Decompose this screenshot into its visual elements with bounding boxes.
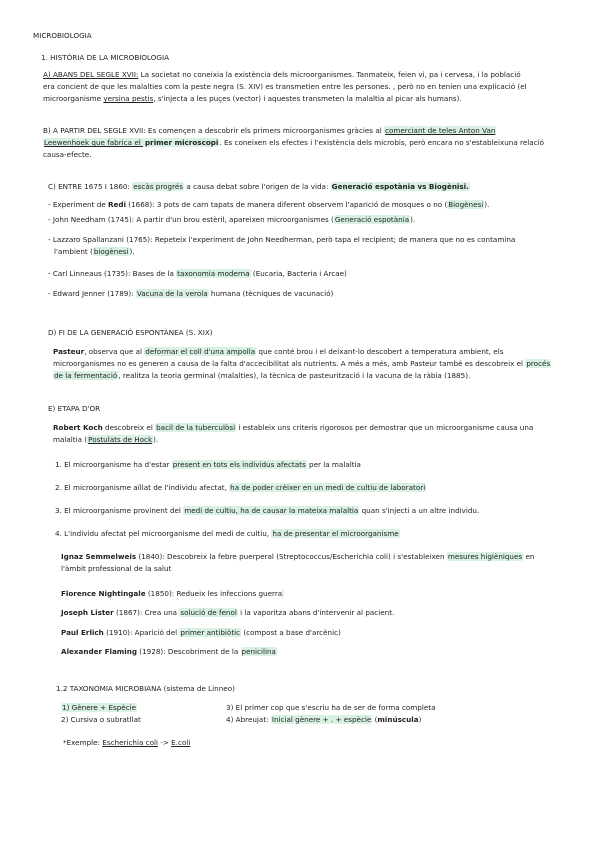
section-d-line-1: Pasteur, observa que al deformar el coll d'una ampolla que conté brou i el deixant-lo descobert a temperatura ambient, els <box>53 347 504 356</box>
rule-3: 3) El primer cop que s'escriu ha de ser de forma completa <box>226 703 436 712</box>
example-line: *Exemple: Escherichia coli -> E.coli <box>63 738 191 747</box>
list-item: - Edward Jenner (1789): Vacuna de la verola humana (tècniques de vacunació) <box>48 289 334 298</box>
list-item: - Lazzaro Spallanzani (1765): Repeteix l'experiment de John Needherman, però tapa el recipient; de manera que no es contamina <box>48 235 516 244</box>
list-item: - John Needham (1745): A partir d'un brou estèril, apareixen microorganismes (Generació espotània). <box>48 215 416 224</box>
rule-2: 2) Cursiva o subratllat <box>61 715 141 724</box>
semmelweis-line-2: l'àmbit professional de la salut <box>61 564 172 573</box>
section-b-line-1: B) A PARTIR DEL SEGLE XVII: Es començen a descobrir els primers microorganismes gràcies al comerciant de teles Anton Van <box>43 126 496 135</box>
section-d-heading: D) FI DE LA GENERACIÓ ESPONTÀNEA (S. XIX) <box>48 328 213 337</box>
leewenhoek-highlight: comerciant de teles Anton Van <box>385 126 496 135</box>
list-item-cont: l'ambient (biogènesi). <box>54 247 135 256</box>
person-item: Joseph Lister (1867): Crea una solució de fenol i la vaporitza abans d'intervenir al pacient. <box>61 608 395 617</box>
section-e-line-1: Robert Koch descobreix el bacil de la tuberculòsi i estableix uns criteris rigorosos per demostrar que un microorganisme causa una <box>53 423 534 432</box>
semmelweis-line-1: Ignaz Semmelweis (1840): Descobreix la febre puerperal (Streptococcus/Escherichia coli) i s'estableixen mesures higièniques en <box>61 552 535 561</box>
section-c-heading: C) ENTRE 1675 I 1860: escàs progrés a causa debat sobre l'origen de la vida: Generació espotània vs Biogènisi. <box>48 182 469 191</box>
person-item: Florence Nightingale (1850): Redueix les infeccions guerra <box>61 589 283 598</box>
postulate-item: 1. El microorganisme ha d'estar present en tots els individus afectats per la malaltia <box>55 460 361 469</box>
document-title: MICROBIOLOGIA <box>33 31 92 40</box>
rule-1: 1) Gènere + Espècie <box>62 703 137 712</box>
section-d-line-2: microorganismes no es generen a causa de la falta d'accecibilitat als nutrients. A més a més, amb Pasteur també es descobreix el procés <box>53 359 551 368</box>
list-item: - Experiment de Redi (1668): 3 pots de carn tapats de manera diferent observem l'aparició de mosques o no (Biogènesi). <box>48 200 490 209</box>
section-a-label: A) ABANS DEL SEGLE XVII: <box>43 70 139 79</box>
section-d-line-3: de la fermentació, realitza la teoria germinal (malalties), la tècnica de pasteurització i la vacuna de la ràbia (1885). <box>54 371 471 380</box>
list-item: - Carl Linneaus (1735): Bases de la taxonomia moderna (Eucaria, Bacteria i Arcae) <box>48 269 347 278</box>
section-a-line-2: era concient de que les malalties com la peste negra (S. XIV) es transmetien entre les persones. , però no en tenien una explicació (el <box>43 82 527 91</box>
primer-microscopi: primer microscopi <box>145 138 219 147</box>
section-2-heading: 1.2 TAXONOMIA MICROBIANA (sistema de Linneo) <box>56 684 235 693</box>
rule-4: 4) Abreujat: Inicial gènere + . + espècie (minúscula) <box>226 715 422 724</box>
section-b-line-3: causa-efecte. <box>43 150 92 159</box>
postulate-item: 3. El microorganisme provinent del medi de cultiu, ha de causar la mateixa malaltia quan s'injecti a un altre individu. <box>55 506 480 515</box>
person-item: Alexander Flaming (1928): Descobriment de la penicilina <box>61 647 276 656</box>
section-a-text: La societat no coneixia la existència dels microorganismes. Tanmateix, feien vi, pa i cervesa, i la població <box>138 70 521 79</box>
section-1-heading: 1. HISTÒRIA DE LA MICROBIOLOGIA <box>41 53 170 62</box>
yersina-pestis: yersina pestis <box>103 94 154 103</box>
section-e-line-2: malaltia (Postulats de Hock). <box>53 435 159 444</box>
section-a-line-3: microorganisme yersina pestis, s'injecta a les puçes (vector) i aquestes transmeten la malaltia al picar als humans). <box>43 94 462 103</box>
section-b-line-2: Leewenhoek que fabrica el primer microscopi. Es coneixen els efectes i l'existència dels microbis, però encara no s'estableixuna relació <box>44 138 544 147</box>
postulate-item: 2. El microorganisme aïllat de l'individu afectat, ha de poder crèixer en un medi de cultiu de laboratori <box>55 483 426 492</box>
postulate-item: 4. L'individu afectat pel microorganisme del medi de cultiu, ha de presentar el microorganisme <box>55 529 399 538</box>
generacio-vs-biogenisi: Generació espotània vs Biogènisi. <box>331 182 469 191</box>
section-e-heading: E) ETAPA D'OR <box>48 404 101 413</box>
person-item: Paul Erlich (1910): Aparició del primer antibiòtic (compost a base d'arcènic) <box>61 628 341 637</box>
section-a-line-1 <box>43 69 521 81</box>
